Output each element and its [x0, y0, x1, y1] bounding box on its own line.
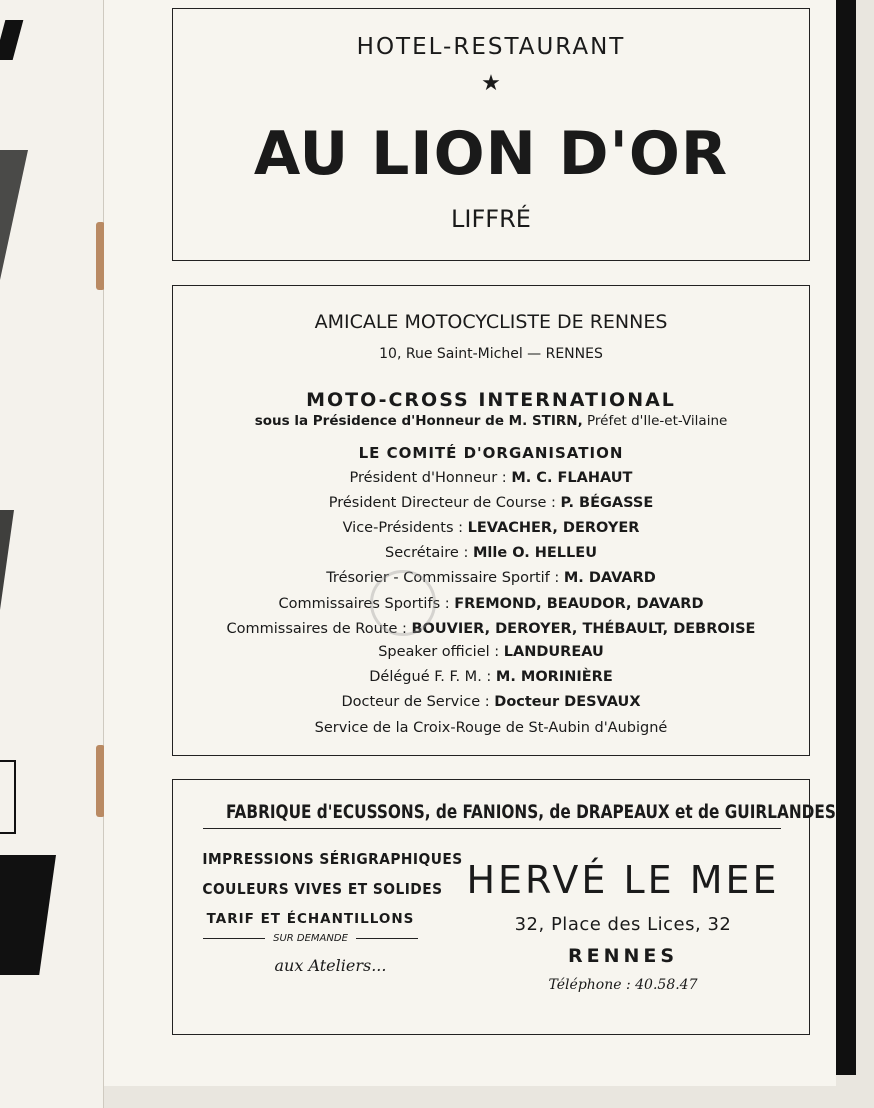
- committee-row: [173, 694, 809, 710]
- committee-row: [173, 596, 809, 612]
- role-names: Mlle O. HELLEU: [472, 545, 597, 561]
- company-phone: Téléphone : 40.58.47: [548, 977, 698, 993]
- patronage-line: [173, 413, 809, 429]
- role-names: M. C. FLAHAUT: [511, 470, 633, 486]
- hotel-heading: HOTEL-RESTAURANT: [356, 34, 626, 60]
- facing-page-graphic: [0, 20, 23, 60]
- role-label: Secrétaire :: [385, 545, 469, 561]
- role-label: Commissaires Sportifs :: [278, 596, 450, 612]
- hotel-ad-box: [172, 8, 810, 261]
- role-label: Speaker officiel :: [378, 644, 500, 660]
- red-cross-line: Service de la Croix-Rouge de St-Aubin d'Aubigné: [314, 720, 668, 736]
- club-address: 10, Rue Saint-Michel — RENNES: [379, 346, 603, 362]
- role-names: Docteur DESVAUX: [494, 694, 641, 710]
- facing-page-graphic: [0, 760, 16, 834]
- rule: [203, 938, 265, 939]
- facing-page-edge: [0, 0, 104, 1108]
- ad-line-colors: COULEURS VIVES ET SOLIDES: [202, 880, 443, 898]
- facing-page-graphic: [0, 510, 14, 610]
- committee-row: [173, 495, 809, 511]
- facing-page-graphic: [0, 150, 28, 280]
- binding-spine: [836, 0, 856, 1075]
- committee-row: [173, 470, 809, 486]
- role-label: Président d'Honneur :: [349, 470, 507, 486]
- committee-row: [173, 570, 809, 586]
- role-label: Commissaires de Route :: [226, 621, 407, 637]
- ad-company: [443, 858, 803, 993]
- role-names: FREMOND, BEAUDOR, DAVARD: [454, 596, 704, 612]
- committee-row: [173, 669, 809, 685]
- on-request-text: SUR DEMANDE: [273, 933, 348, 944]
- flag-maker-ad-box: [172, 779, 836, 1035]
- committee-title: LE COMITÉ D'ORGANISATION: [358, 444, 624, 462]
- committee-row: [173, 621, 809, 637]
- role-names: M. MORINIÈRE: [495, 669, 613, 685]
- role-names: LANDUREAU: [503, 644, 604, 660]
- role-label: Délégué F. F. M. :: [369, 669, 492, 685]
- role-names: BOUVIER, DEROYER, THÉBAULT, DEBROISE: [411, 621, 756, 637]
- role-label: Vice-Présidents :: [342, 520, 464, 536]
- ad-line-screenprinting: IMPRESSIONS SÉRIGRAPHIQUES: [202, 850, 463, 868]
- role-label: Trésorier - Commissaire Sportif :: [326, 570, 560, 586]
- facing-page-graphic: [0, 855, 56, 975]
- role-label: Docteur de Service :: [341, 694, 490, 710]
- ad-line-samples: TARIF ET ÉCHANTILLONS: [206, 911, 415, 927]
- company-city: RENNES: [567, 945, 679, 967]
- club-box: [172, 285, 810, 756]
- company-address: 32, Place des Lices, 32: [514, 914, 732, 935]
- patronage-suffix: Préfet d'Ile-et-Vilaine: [582, 413, 728, 429]
- hotel-town: LIFFRÉ: [451, 205, 531, 233]
- club-name: AMICALE MOTOCYCLISTE DE RENNES: [314, 311, 668, 333]
- ad-line-on-request: [193, 933, 428, 944]
- patronage-prefix: sous la Présidence d'Honneur de M. STIRN,: [254, 413, 583, 429]
- role-names: P. BÉGASSE: [560, 495, 654, 511]
- ad-line-workshops: aux Ateliers...: [274, 956, 387, 975]
- role-names: LEVACHER, DEROYER: [467, 520, 640, 536]
- rule: [356, 938, 418, 939]
- event-title: MOTO-CROSS INTERNATIONAL: [306, 389, 676, 411]
- ad-services: [193, 850, 463, 975]
- star-icon: ★: [481, 71, 501, 96]
- company-name: HERVÉ LE MEE: [466, 858, 780, 902]
- committee-row: [173, 520, 809, 536]
- headline-rule: [203, 828, 781, 829]
- role-names: M. DAVARD: [563, 570, 656, 586]
- ad-headline: FABRIQUE d'ECUSSONS, de FANIONS, de DRAPEAUX et de GUIRLANDES: [226, 802, 836, 823]
- hotel-name: AU LION D'OR: [253, 119, 729, 189]
- role-label: Président Directeur de Course :: [328, 495, 556, 511]
- committee-row: [173, 644, 809, 660]
- watermark-logo: [370, 570, 436, 636]
- committee-row: [173, 545, 809, 561]
